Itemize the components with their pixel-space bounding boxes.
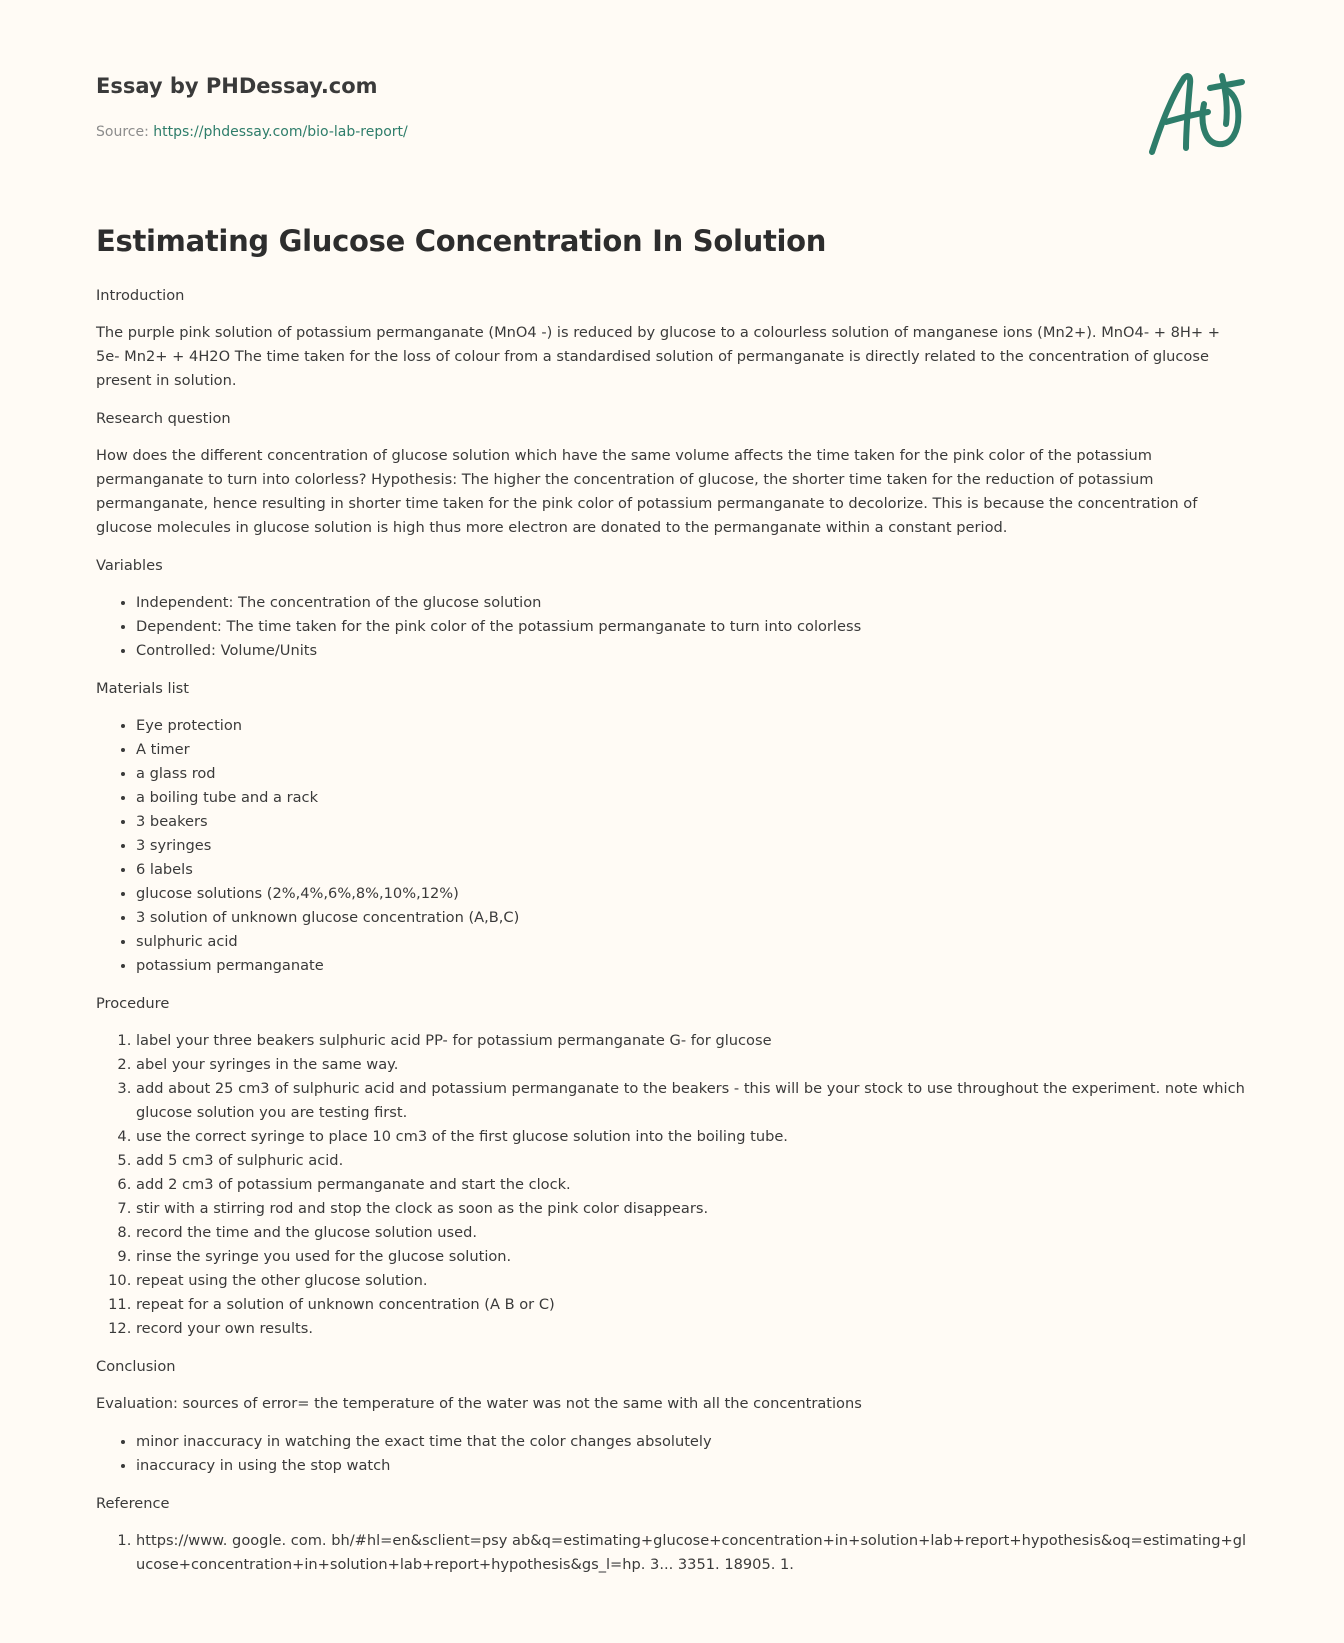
list-item: • a glass rod: [136, 762, 1248, 786]
procedure-heading: Procedure: [96, 995, 170, 1012]
list-item: 10. repeat using the other glucose solution.: [136, 1269, 1248, 1293]
research-question-text: How does the different concentration of glucose solution which have the same volume affects the time taken for the pink color of the potassium permanganate to turn into colorless? Hypothesis: The higher the concentration of glucose, the shorter time taken for the reduction of potassium permanganate, hence resulting in shorter time taken for the pink color of potassium permanganate to decolorize. This is because the concentration of glucose molecules in glucose solution is high thus more electron are donated to the permanganate within a constant period.: [96, 447, 1198, 536]
list-item: 8. record the time and the glucose solution used.: [136, 1221, 1248, 1245]
introduction-heading: Introduction: [96, 287, 185, 304]
introduction-text: The purple pink solution of potassium permanganate (MnO4 -) is reduced by glucose to a colourless solution of manganese ions (Mn2+). MnO4- + 8H+ + 5e- Mn2+ + 4H2O The time taken for the loss of colour from a standardised solution of permanganate is directly related to the concentration of glucose present in solution.: [96, 324, 1220, 389]
list-item: • inaccuracy in using the stop watch: [136, 1454, 1248, 1478]
list-item: • Controlled: Volume/Units: [136, 639, 1248, 663]
variables-list: [96, 591, 1248, 663]
reference-item: 1. https://www. google. com. bh/#hl=en&sclient=psy ab&q=estimating+glucose+concentration+in+solution+lab+report+hypothesis&oq=estimating+glucose+concentration+in+solution+lab+report+hypothesis&gs_l=hp. 3... 3351. 18905. 1.: [136, 1529, 1248, 1577]
list-item: 4. use the correct syringe to place 10 cm3 of the first glucose solution into the boiling tube.: [136, 1125, 1248, 1149]
reference-list: [96, 1529, 1248, 1577]
procedure-list: [96, 1029, 1248, 1341]
list-item: 3. add about 25 cm3 of sulphuric acid and potassium permanganate to the beakers - this will be your stock to use throughout the experiment. note which glucose solution you are testing first.: [136, 1077, 1248, 1125]
list-item: 2. abel your syringes in the same way.: [136, 1053, 1248, 1077]
list-item: • Eye protection: [136, 714, 1248, 738]
list-item: 6. add 2 cm3 of potassium permanganate and start the clock.: [136, 1173, 1248, 1197]
list-item: • glucose solutions (2%,4%,6%,8%,10%,12%): [136, 882, 1248, 906]
list-item: 7. stir with a stirring rod and stop the clock as soon as the pink color disappears.: [136, 1197, 1248, 1221]
brand-title: Essay by PHDessay.com: [96, 74, 378, 98]
list-item: • potassium permanganate: [136, 954, 1248, 978]
evaluation-text: Evaluation: sources of error= the temperature of the water was not the same with all the concentrations: [96, 1395, 862, 1412]
source-link[interactable]: https://phdessay.com/bio-lab-report/: [153, 124, 408, 140]
list-item: • minor inaccuracy in watching the exact time that the color changes absolutely: [136, 1430, 1248, 1454]
list-item: 11. repeat for a solution of unknown concentration (A B or C): [136, 1293, 1248, 1317]
list-item: • sulphuric acid: [136, 930, 1248, 954]
conclusion-heading: Conclusion: [96, 1358, 176, 1375]
list-item: • Independent: The concentration of the glucose solution: [136, 591, 1248, 615]
variables-heading: Variables: [96, 557, 163, 574]
essay-title: Estimating Glucose Concentration In Solution: [96, 224, 827, 258]
essay-body: [96, 284, 1248, 1591]
materials-list: [96, 714, 1248, 978]
source-line: [96, 124, 408, 140]
list-item: 12. record your own results.: [136, 1317, 1248, 1341]
list-item: • 3 solution of unknown glucose concentration (A,B,C): [136, 906, 1248, 930]
source-label: Source:: [96, 124, 154, 140]
list-item: 1. label your three beakers sulphuric acid PP- for potassium permanganate G- for glucose: [136, 1029, 1248, 1053]
materials-heading: Materials list: [96, 680, 189, 697]
list-item: 5. add 5 cm3 of sulphuric acid.: [136, 1149, 1248, 1173]
list-item: • A timer: [136, 738, 1248, 762]
research-question-heading: Research question: [96, 410, 231, 427]
list-item: • Dependent: The time taken for the pink color of the potassium permanganate to turn into colorless: [136, 615, 1248, 639]
list-item: • 3 syringes: [136, 834, 1248, 858]
errors-list: [96, 1430, 1248, 1478]
list-item: 9. rinse the syringe you used for the glucose solution.: [136, 1245, 1248, 1269]
a-plus-logo-icon: [1146, 66, 1258, 166]
list-item: • 3 beakers: [136, 810, 1248, 834]
reference-heading: Reference: [96, 1495, 170, 1512]
list-item: • 6 labels: [136, 858, 1248, 882]
list-item: • a boiling tube and a rack: [136, 786, 1248, 810]
